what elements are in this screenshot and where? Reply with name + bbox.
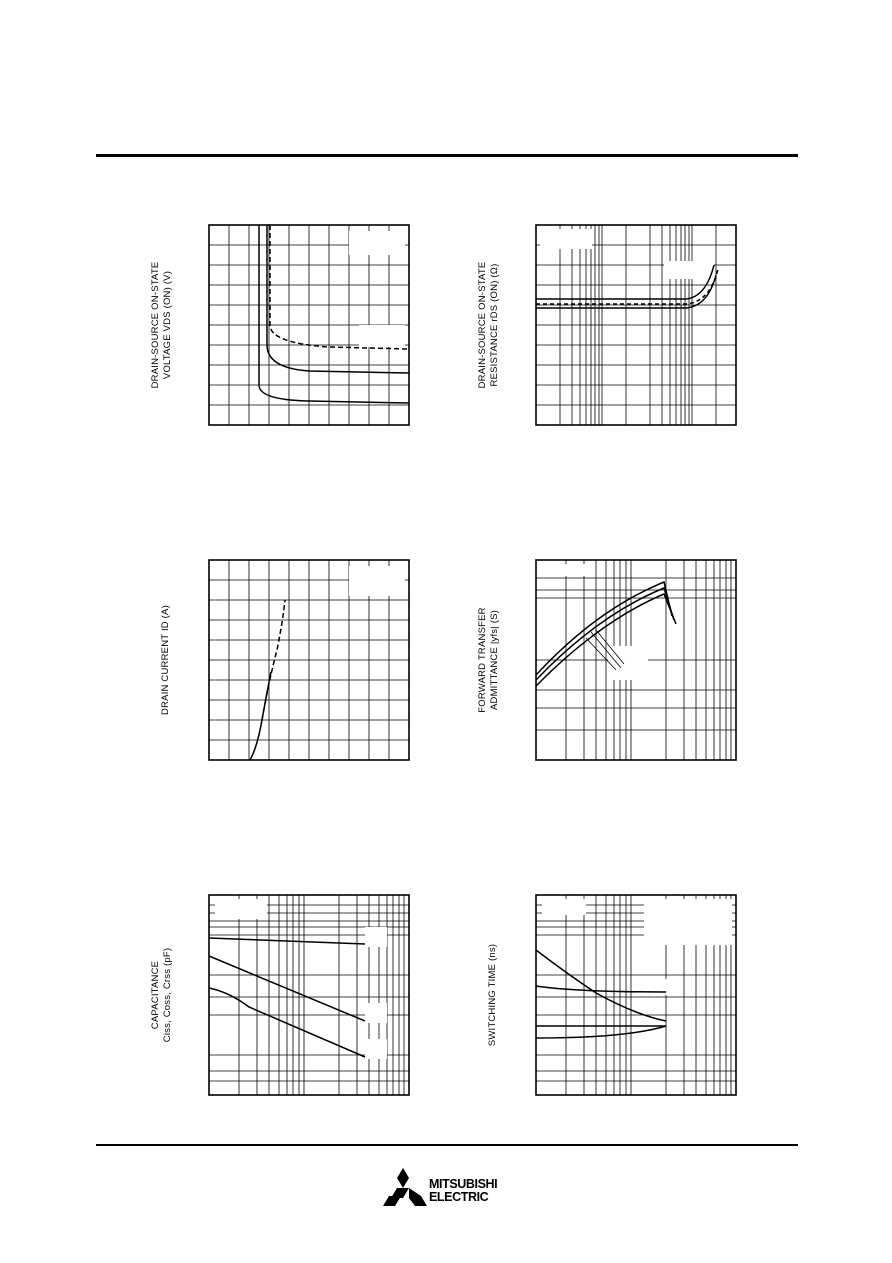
chart-panel-capacitance xyxy=(209,895,409,1095)
logo-line1: MITSUBISHI xyxy=(429,1177,498,1191)
three-diamonds-icon xyxy=(383,1168,427,1208)
panel3-ylabel: DRAIN CURRENT ID (A) xyxy=(160,605,171,715)
chart-yfs xyxy=(536,560,736,760)
chart-panel-switching-time xyxy=(536,895,736,1095)
chart-panel-rds-on xyxy=(536,225,736,425)
chart-capacitance xyxy=(209,895,409,1095)
curve-a xyxy=(536,950,666,1021)
curve-d xyxy=(536,1026,666,1038)
chart-vds-on xyxy=(209,225,409,425)
chart-panel-yfs xyxy=(536,560,736,760)
curve-solid xyxy=(250,672,271,760)
chart-switching-time xyxy=(536,895,736,1095)
mitsubishi-electric-logo xyxy=(383,1168,523,1208)
chart-panel-drain-current xyxy=(209,560,409,760)
chart-rds-on xyxy=(536,225,736,425)
panel1-ylabel: DRAIN-SOURCE ON-STATE VOLTAGE VDS (ON) (V) xyxy=(150,261,173,389)
panel5-ylabel: CAPACITANCE Ciss, Coss, Crss (pF) xyxy=(150,947,173,1043)
logo-line2: ELECTRIC xyxy=(429,1190,489,1204)
chart-drain-current xyxy=(209,560,409,760)
header-rule xyxy=(96,154,798,157)
chart-panel-vds-on xyxy=(209,225,409,425)
panel6-ylabel: SWITCHING TIME (ns) xyxy=(487,943,498,1047)
panel2-ylabel: DRAIN-SOURCE ON-STATE RESISTANCE rDS (ON) (Ω) xyxy=(477,261,500,389)
footer-rule xyxy=(96,1144,798,1146)
logo-wordmark xyxy=(429,1178,497,1204)
curve-b xyxy=(536,986,666,992)
panel4-ylabel: FORWARD TRANSFER ADMITTANCE |yfs| (S) xyxy=(477,607,500,713)
